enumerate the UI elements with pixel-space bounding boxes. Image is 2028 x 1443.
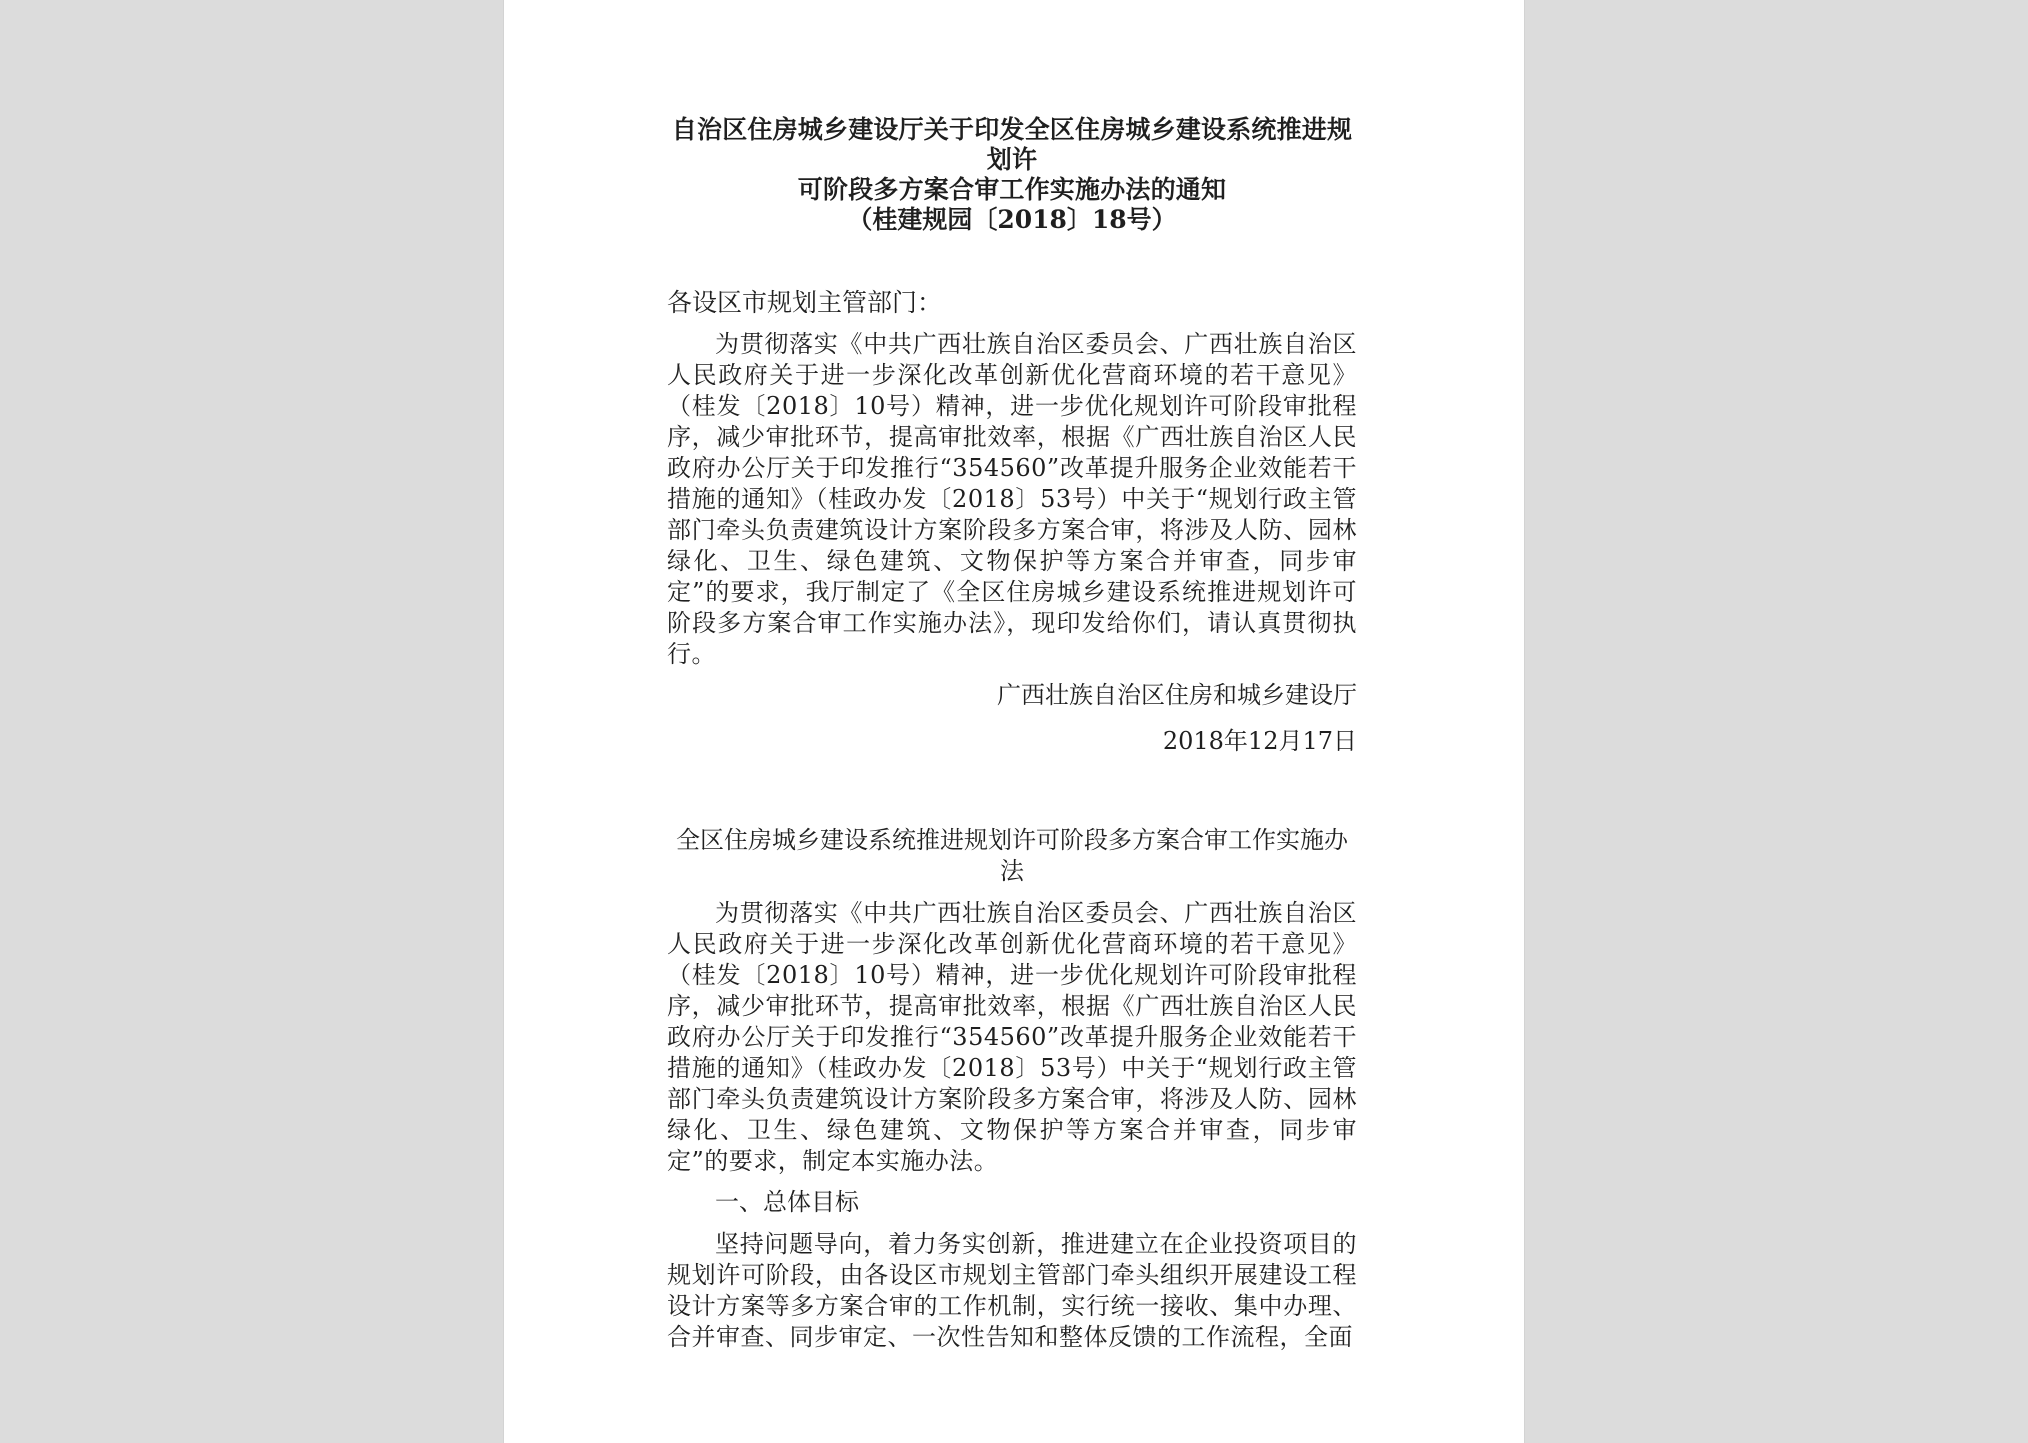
attachment-title: 全区住房城乡建设系统推进规划许可阶段多方案合审工作实施办法 [676, 826, 1348, 885]
document-title-line-1: 自治区住房城乡建设厅关于印发全区住房城乡建设系统推进规划许 [671, 115, 1353, 174]
intro-paragraph: 为贯彻落实《中共广西壮族自治区委员会、广西壮族自治区人民政府关于进一步深化改革创新优化营商环境的若干意见》（桂发〔2018〕10号）精神，进一步优化规划许可阶段审批程序，减少审批环节，提高审批效率，根据《广西壮族自治区人民政府办公厅关于印发推行“354560”改革提升服务企业效能若干措施的通知》（桂政办发〔2018〕53号）中关于“规划行政主管部门牵头负责建筑设计方案阶段多方案合审，将涉及人防、园林绿化、卫生、绿色建筑、文物保护等方案合并审查，同步审定”的要求，我厅制定了《全区住房城乡建设系统推进规划许可阶段多方案合审工作实施办法》，现印发给你们，请认真贯彻执行。 [667, 330, 1357, 668]
document-page [504, 0, 1524, 1443]
issuer-signature: 广西壮族自治区住房和城乡建设厅 [997, 681, 1357, 709]
section-paragraph-1: 坚持问题导向，着力务实创新，推进建立在企业投资项目的规划许可阶段，由各设区市规划主管部门牵头组织开展建设工程设计方案等多方案合审的工作机制，实行统一接收、集中办理、合并审查、同步审定、一次性告知和整体反馈的工作流程，全面 [667, 1230, 1357, 1351]
salutation: 各设区市规划主管部门： [667, 288, 943, 317]
document-title-line-2: 可阶段多方案合审工作实施办法的通知 [797, 175, 1227, 204]
section-heading-1: 一、总体目标 [715, 1188, 859, 1216]
document-number: （桂建规园〔2018〕18号） [847, 205, 1177, 234]
page-content [667, 115, 1357, 1353]
issue-date: 2018年12月17日 [1162, 727, 1357, 755]
attachment-paragraph: 为贯彻落实《中共广西壮族自治区委员会、广西壮族自治区人民政府关于进一步深化改革创新优化营商环境的若干意见》（桂发〔2018〕10号）精神，进一步优化规划许可阶段审批程序，减少审批环节，提高审批效率，根据《广西壮族自治区人民政府办公厅关于印发推行“354560”改革提升服务企业效能若干措施的通知》（桂政办发〔2018〕53号）中关于“规划行政主管部门牵头负责建筑设计方案阶段多方案合审，将涉及人防、园林绿化、卫生、绿色建筑、文物保护等方案合并审查，同步审定”的要求，制定本实施办法。 [667, 899, 1357, 1175]
